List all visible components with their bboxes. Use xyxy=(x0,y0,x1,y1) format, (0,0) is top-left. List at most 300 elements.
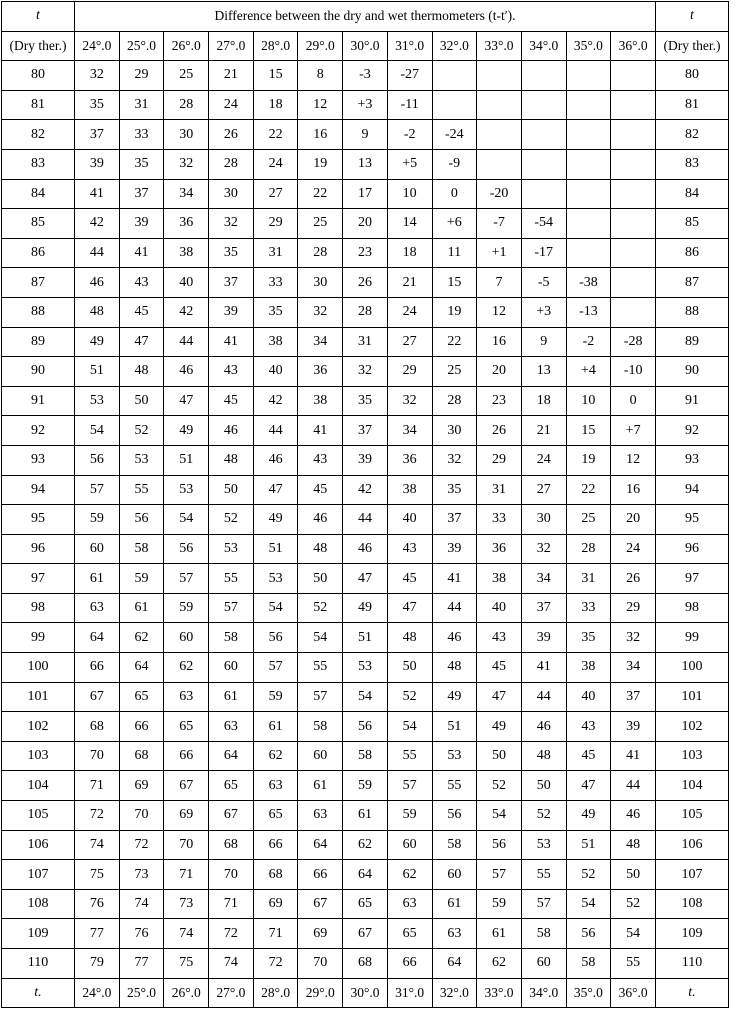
table-cell: 58 xyxy=(298,712,343,742)
table-cell: 62 xyxy=(387,860,432,890)
table-cell xyxy=(611,297,656,327)
dry-temp-left: 82 xyxy=(2,120,75,150)
table-cell xyxy=(521,61,566,91)
table-cell: 27 xyxy=(521,475,566,505)
table-row xyxy=(2,416,729,446)
column-footer: 34°.0 xyxy=(521,978,566,1008)
table-cell: 24 xyxy=(521,445,566,475)
dry-temp-left: 103 xyxy=(2,741,75,771)
table-cell xyxy=(611,149,656,179)
table-cell: 75 xyxy=(75,860,120,890)
column-header: 24°.0 xyxy=(75,31,120,61)
table-cell: -3 xyxy=(343,61,388,91)
table-cell: 40 xyxy=(566,682,611,712)
table-cell xyxy=(611,268,656,298)
table-cell: 55 xyxy=(432,771,477,801)
table-cell: 53 xyxy=(253,564,298,594)
table-cell: 70 xyxy=(119,801,164,831)
table-cell: 42 xyxy=(253,386,298,416)
table-cell: 60 xyxy=(387,830,432,860)
table-row xyxy=(2,771,729,801)
table-cell: 63 xyxy=(209,712,254,742)
table-cell: 44 xyxy=(611,771,656,801)
table-cell: 33 xyxy=(119,120,164,150)
table-cell: 34 xyxy=(387,416,432,446)
table-cell: -11 xyxy=(387,90,432,120)
table-cell: 35 xyxy=(75,90,120,120)
table-cell: 18 xyxy=(253,90,298,120)
t-header-right: t xyxy=(656,2,729,32)
table-cell: 62 xyxy=(343,830,388,860)
table-cell: 61 xyxy=(119,593,164,623)
table-cell: 32 xyxy=(164,149,209,179)
table-row xyxy=(2,682,729,712)
table-cell: 65 xyxy=(119,682,164,712)
table-cell: 46 xyxy=(253,445,298,475)
table-cell: 57 xyxy=(75,475,120,505)
table-cell: 47 xyxy=(164,386,209,416)
dry-temp-right: 110 xyxy=(656,949,729,979)
table-cell: 46 xyxy=(343,534,388,564)
table-cell: 41 xyxy=(521,653,566,683)
table-cell: -10 xyxy=(611,357,656,387)
dry-temp-right: 80 xyxy=(656,61,729,91)
table-cell: 29 xyxy=(611,593,656,623)
table-cell: 25 xyxy=(432,357,477,387)
table-cell: 65 xyxy=(209,771,254,801)
table-cell: 46 xyxy=(298,505,343,535)
table-cell: 39 xyxy=(521,623,566,653)
table-cell: 34 xyxy=(298,327,343,357)
table-cell: 62 xyxy=(253,741,298,771)
table-cell: 57 xyxy=(253,653,298,683)
table-cell: 52 xyxy=(477,771,522,801)
table-cell: 11 xyxy=(432,238,477,268)
table-cell: 13 xyxy=(343,149,388,179)
dry-temp-right: 108 xyxy=(656,889,729,919)
dry-temp-left: 102 xyxy=(2,712,75,742)
table-cell: 52 xyxy=(119,416,164,446)
table-cell: 68 xyxy=(253,860,298,890)
table-cell: 41 xyxy=(75,179,120,209)
table-cell: 53 xyxy=(119,445,164,475)
table-cell: -17 xyxy=(521,238,566,268)
table-cell: 39 xyxy=(432,534,477,564)
table-cell: 37 xyxy=(521,593,566,623)
table-cell: 43 xyxy=(566,712,611,742)
title-row xyxy=(2,2,729,32)
table-cell: 21 xyxy=(209,61,254,91)
table-cell: 17 xyxy=(343,179,388,209)
table-cell: 53 xyxy=(521,830,566,860)
table-cell xyxy=(611,238,656,268)
table-cell: 38 xyxy=(477,564,522,594)
table-cell: 45 xyxy=(477,653,522,683)
table-cell: 56 xyxy=(566,919,611,949)
dry-temp-left: 109 xyxy=(2,919,75,949)
table-cell: 41 xyxy=(298,416,343,446)
table-cell: 40 xyxy=(387,505,432,535)
table-cell: 44 xyxy=(432,593,477,623)
table-cell: 55 xyxy=(119,475,164,505)
table-cell: 39 xyxy=(343,445,388,475)
table-cell: 30 xyxy=(209,179,254,209)
table-cell: 43 xyxy=(387,534,432,564)
table-cell: 61 xyxy=(253,712,298,742)
table-cell: 60 xyxy=(521,949,566,979)
table-cell: 30 xyxy=(432,416,477,446)
table-cell: 67 xyxy=(75,682,120,712)
table-cell: 37 xyxy=(119,179,164,209)
table-cell: 36 xyxy=(387,445,432,475)
table-cell: 9 xyxy=(521,327,566,357)
table-cell: 68 xyxy=(119,741,164,771)
table-cell: 49 xyxy=(566,801,611,831)
table-cell: 49 xyxy=(343,593,388,623)
table-cell: 70 xyxy=(164,830,209,860)
table-cell: 45 xyxy=(298,475,343,505)
column-header: 28°.0 xyxy=(253,31,298,61)
table-cell: 20 xyxy=(611,505,656,535)
table-row xyxy=(2,268,729,298)
column-footer: 30°.0 xyxy=(343,978,388,1008)
table-cell: 35 xyxy=(432,475,477,505)
dry-temp-right: 101 xyxy=(656,682,729,712)
table-cell: 46 xyxy=(209,416,254,446)
table-cell: 33 xyxy=(566,593,611,623)
table-cell: 63 xyxy=(75,593,120,623)
table-cell: 32 xyxy=(387,386,432,416)
table-cell: 66 xyxy=(75,653,120,683)
table-cell: 66 xyxy=(387,949,432,979)
table-cell: 25 xyxy=(566,505,611,535)
table-row xyxy=(2,919,729,949)
table-cell: 38 xyxy=(298,386,343,416)
table-row xyxy=(2,357,729,387)
table-cell: 74 xyxy=(119,889,164,919)
table-cell: 33 xyxy=(253,268,298,298)
column-footer: 33°.0 xyxy=(477,978,522,1008)
table-cell: 46 xyxy=(521,712,566,742)
table-cell xyxy=(566,238,611,268)
table-cell: -2 xyxy=(387,120,432,150)
dry-temp-left: 81 xyxy=(2,90,75,120)
table-cell: 49 xyxy=(164,416,209,446)
table-cell: 66 xyxy=(298,860,343,890)
table-cell xyxy=(477,120,522,150)
table-cell: 71 xyxy=(209,889,254,919)
table-row xyxy=(2,90,729,120)
table-cell: 43 xyxy=(119,268,164,298)
table-cell: 54 xyxy=(566,889,611,919)
table-cell: 56 xyxy=(432,801,477,831)
table-cell: 39 xyxy=(611,712,656,742)
table-cell: 53 xyxy=(164,475,209,505)
table-cell: 41 xyxy=(209,327,254,357)
table-cell: 58 xyxy=(566,949,611,979)
table-cell: 68 xyxy=(209,830,254,860)
table-cell: 70 xyxy=(75,741,120,771)
table-cell: 28 xyxy=(298,238,343,268)
table-cell: 19 xyxy=(566,445,611,475)
table-cell xyxy=(521,90,566,120)
table-cell: 52 xyxy=(298,593,343,623)
dry-temp-left: 94 xyxy=(2,475,75,505)
table-cell: 45 xyxy=(209,386,254,416)
column-footer: 25°.0 xyxy=(119,978,164,1008)
table-cell: 37 xyxy=(432,505,477,535)
table-cell: -27 xyxy=(387,61,432,91)
table-cell: 56 xyxy=(343,712,388,742)
column-header: 32°.0 xyxy=(432,31,477,61)
table-cell: 50 xyxy=(611,860,656,890)
table-cell: 49 xyxy=(75,327,120,357)
table-cell: 52 xyxy=(387,682,432,712)
table-cell: 57 xyxy=(209,593,254,623)
table-cell: 48 xyxy=(387,623,432,653)
dry-temp-right: 100 xyxy=(656,653,729,683)
column-footer: 32°.0 xyxy=(432,978,477,1008)
table-cell: 16 xyxy=(477,327,522,357)
table-cell: 31 xyxy=(253,238,298,268)
table-cell: 20 xyxy=(343,209,388,239)
table-cell xyxy=(566,90,611,120)
dry-temp-right: 99 xyxy=(656,623,729,653)
column-footer: 35°.0 xyxy=(566,978,611,1008)
table-cell xyxy=(611,209,656,239)
dry-temp-right: 89 xyxy=(656,327,729,357)
table-cell: 58 xyxy=(521,919,566,949)
table-cell: 9 xyxy=(343,120,388,150)
dry-temp-left: 95 xyxy=(2,505,75,535)
table-cell: 26 xyxy=(611,564,656,594)
column-header: 27°.0 xyxy=(209,31,254,61)
table-cell: 35 xyxy=(209,238,254,268)
table-cell: 46 xyxy=(164,357,209,387)
table-cell: 28 xyxy=(432,386,477,416)
table-cell: 71 xyxy=(164,860,209,890)
column-header: 34°.0 xyxy=(521,31,566,61)
table-cell: 66 xyxy=(164,741,209,771)
table-cell: 65 xyxy=(164,712,209,742)
table-cell: 35 xyxy=(566,623,611,653)
table-cell: 40 xyxy=(477,593,522,623)
table-cell: 50 xyxy=(298,564,343,594)
table-cell: 51 xyxy=(343,623,388,653)
dry-temp-left: 98 xyxy=(2,593,75,623)
table-cell: 37 xyxy=(611,682,656,712)
table-cell: 58 xyxy=(343,741,388,771)
table-cell: 13 xyxy=(521,357,566,387)
table-cell: 52 xyxy=(566,860,611,890)
table-cell: 49 xyxy=(432,682,477,712)
table-cell: 61 xyxy=(75,564,120,594)
table-cell: 60 xyxy=(164,623,209,653)
dry-temp-right: 94 xyxy=(656,475,729,505)
table-row xyxy=(2,297,729,327)
table-cell: 59 xyxy=(343,771,388,801)
table-cell: 74 xyxy=(209,949,254,979)
table-cell: 15 xyxy=(253,61,298,91)
table-cell: 69 xyxy=(253,889,298,919)
table-row xyxy=(2,801,729,831)
table-cell: 12 xyxy=(611,445,656,475)
dry-temp-right: 91 xyxy=(656,386,729,416)
table-cell: 48 xyxy=(298,534,343,564)
table-cell: 44 xyxy=(253,416,298,446)
dry-temp-right: 92 xyxy=(656,416,729,446)
table-cell: 57 xyxy=(387,771,432,801)
table-cell: 29 xyxy=(253,209,298,239)
table-cell: 48 xyxy=(209,445,254,475)
table-cell: 8 xyxy=(298,61,343,91)
table-cell: 57 xyxy=(521,889,566,919)
column-header: 36°.0 xyxy=(611,31,656,61)
table-cell: 51 xyxy=(164,445,209,475)
table-cell: 62 xyxy=(164,653,209,683)
column-footer: 26°.0 xyxy=(164,978,209,1008)
table-cell: 60 xyxy=(209,653,254,683)
table-cell: 50 xyxy=(387,653,432,683)
table-row xyxy=(2,712,729,742)
table-cell: 49 xyxy=(477,712,522,742)
table-cell: 59 xyxy=(477,889,522,919)
table-cell xyxy=(521,179,566,209)
dry-temp-left: 107 xyxy=(2,860,75,890)
table-cell: 27 xyxy=(253,179,298,209)
table-cell xyxy=(566,149,611,179)
table-cell: 31 xyxy=(566,564,611,594)
table-cell xyxy=(432,61,477,91)
table-cell xyxy=(566,120,611,150)
table-cell: 43 xyxy=(477,623,522,653)
table-cell: 42 xyxy=(343,475,388,505)
table-cell: 69 xyxy=(119,771,164,801)
table-cell: 39 xyxy=(75,149,120,179)
table-cell: 69 xyxy=(164,801,209,831)
table-cell: 49 xyxy=(253,505,298,535)
table-cell: 63 xyxy=(164,682,209,712)
table-cell: 43 xyxy=(298,445,343,475)
table-cell: 56 xyxy=(75,445,120,475)
table-cell: -2 xyxy=(566,327,611,357)
table-cell: 47 xyxy=(253,475,298,505)
table-cell: 44 xyxy=(164,327,209,357)
table-cell: -38 xyxy=(566,268,611,298)
table-cell: 39 xyxy=(209,297,254,327)
table-cell: 79 xyxy=(75,949,120,979)
table-cell: 58 xyxy=(432,830,477,860)
column-header-row xyxy=(2,31,729,61)
column-footer: 36°.0 xyxy=(611,978,656,1008)
table-cell: 51 xyxy=(253,534,298,564)
table-cell: 47 xyxy=(566,771,611,801)
table-cell: 54 xyxy=(343,682,388,712)
table-cell: 69 xyxy=(298,919,343,949)
table-row xyxy=(2,209,729,239)
table-cell: 62 xyxy=(119,623,164,653)
table-cell: 32 xyxy=(611,623,656,653)
table-cell: 45 xyxy=(566,741,611,771)
table-cell: 67 xyxy=(343,919,388,949)
table-cell xyxy=(566,61,611,91)
column-header: 35°.0 xyxy=(566,31,611,61)
table-cell: 34 xyxy=(611,653,656,683)
dry-temp-right: 93 xyxy=(656,445,729,475)
column-header: 25°.0 xyxy=(119,31,164,61)
table-cell: 26 xyxy=(343,268,388,298)
table-cell: 60 xyxy=(298,741,343,771)
table-cell: 73 xyxy=(119,860,164,890)
table-cell: 68 xyxy=(75,712,120,742)
table-cell: 61 xyxy=(343,801,388,831)
table-cell: 52 xyxy=(611,889,656,919)
dry-label-left: (Dry ther.) xyxy=(2,31,75,61)
column-header: 26°.0 xyxy=(164,31,209,61)
table-cell xyxy=(611,179,656,209)
table-cell: 53 xyxy=(209,534,254,564)
table-cell: 63 xyxy=(253,771,298,801)
dry-temp-left: 101 xyxy=(2,682,75,712)
dry-temp-left: 88 xyxy=(2,297,75,327)
footer-row xyxy=(2,978,729,1008)
table-cell: 48 xyxy=(119,357,164,387)
table-cell: 67 xyxy=(298,889,343,919)
table-row xyxy=(2,61,729,91)
table-cell: 34 xyxy=(521,564,566,594)
table-cell: 46 xyxy=(75,268,120,298)
table-cell: 25 xyxy=(298,209,343,239)
table-cell: 18 xyxy=(387,238,432,268)
table-cell: 64 xyxy=(119,653,164,683)
table-cell: -9 xyxy=(432,149,477,179)
t-footer-right: t. xyxy=(656,978,729,1008)
table-row xyxy=(2,386,729,416)
table-cell: 64 xyxy=(75,623,120,653)
dry-temp-left: 106 xyxy=(2,830,75,860)
dry-temp-right: 96 xyxy=(656,534,729,564)
table-cell: 46 xyxy=(432,623,477,653)
table-cell: 24 xyxy=(387,297,432,327)
table-cell: 50 xyxy=(209,475,254,505)
table-cell: -28 xyxy=(611,327,656,357)
table-cell: 48 xyxy=(432,653,477,683)
table-cell: 33 xyxy=(477,505,522,535)
table-cell: 58 xyxy=(209,623,254,653)
table-cell: +1 xyxy=(477,238,522,268)
dry-temp-right: 87 xyxy=(656,268,729,298)
dry-temp-left: 99 xyxy=(2,623,75,653)
dry-temp-right: 86 xyxy=(656,238,729,268)
table-cell: 29 xyxy=(387,357,432,387)
table-cell: 70 xyxy=(209,860,254,890)
table-cell: 65 xyxy=(253,801,298,831)
table-cell: 40 xyxy=(253,357,298,387)
table-row xyxy=(2,238,729,268)
table-cell: 59 xyxy=(164,593,209,623)
table-cell xyxy=(521,149,566,179)
table-cell: 50 xyxy=(521,771,566,801)
table-cell: 57 xyxy=(164,564,209,594)
dry-temp-right: 95 xyxy=(656,505,729,535)
table-cell: 35 xyxy=(119,149,164,179)
dry-label-right: (Dry ther.) xyxy=(656,31,729,61)
table-row xyxy=(2,564,729,594)
table-row xyxy=(2,653,729,683)
table-title: Difference between the dry and wet thermometers (t-t′). xyxy=(75,2,656,32)
table-cell: 41 xyxy=(611,741,656,771)
dry-temp-right: 98 xyxy=(656,593,729,623)
